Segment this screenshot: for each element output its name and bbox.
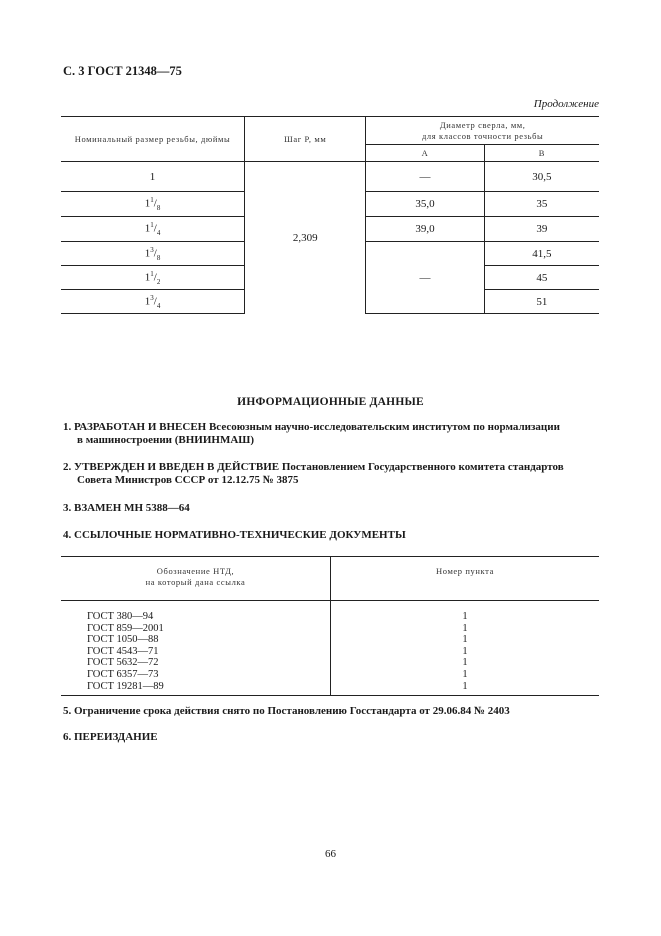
info-item-3: 3. ВЗАМЕН МН 5388—64 (63, 502, 190, 514)
section-title: ИНФОРМАЦИОННЫЕ ДАННЫЕ (237, 396, 424, 408)
list-item: ГОСТ 4543—71 (87, 645, 159, 657)
list-item: ГОСТ 6357—73 (87, 668, 159, 680)
page-number: 66 (325, 848, 336, 860)
info-item-1-line1: 1. РАЗРАБОТАН И ВНЕСЕН Всесоюзным научно-исследовательским институтом по нормализации (63, 421, 560, 433)
list-item: 1 (462, 622, 468, 634)
diameter-a: — (366, 162, 484, 192)
nominal-size: $1^1/_8$ (61, 192, 245, 217)
col-doc-designation-line1: Обозначение НТД, (156, 566, 235, 576)
nominal-size: 1 (61, 162, 245, 192)
diameter-a-merged: — (366, 242, 484, 314)
nominal-size: $1^3/_4$ (61, 290, 245, 314)
col-diameter-line2: для классов точности резьбы (422, 130, 544, 141)
info-item-2-line1: 2. УТВЕРЖДЕН И ВВЕДЕН В ДЕЙСТВИЕ Постановлением Государственного комитета стандартов (63, 461, 564, 473)
diameter-b: 45 (484, 266, 599, 290)
list-item: 1 (462, 645, 468, 657)
col-diameter (366, 117, 599, 145)
col-class-b: В (484, 145, 599, 162)
list-item: 1 (462, 680, 468, 692)
list-item: 1 (462, 611, 468, 622)
table-row (61, 162, 599, 192)
nominal-size: $1^1/_4$ (61, 217, 245, 242)
col-nominal-size: Номинальный размер резьбы, дюймы (61, 117, 245, 162)
list-item: ГОСТ 380—94 (87, 611, 154, 622)
info-item-6: 6. ПЕРЕИЗДАНИЕ (63, 731, 158, 743)
list-item: ГОСТ 5632—72 (87, 657, 159, 669)
diameter-a: 39,0 (366, 217, 484, 242)
nominal-size: $1^3/_8$ (61, 242, 245, 266)
info-item-5: 5. Ограничение срока действия снято по Постановлению Госстандарта от 29.06.84 № 2403 (63, 705, 510, 717)
diameter-b: 30,5 (484, 162, 599, 192)
info-item-2 (63, 461, 600, 487)
col-pitch: Шаг P, мм (245, 117, 366, 162)
list-item: ГОСТ 1050—88 (87, 634, 159, 646)
col-doc-designation (61, 557, 331, 601)
diameter-b: 41,5 (484, 242, 599, 266)
list-item: 1 (462, 634, 468, 646)
document-reference: С. 3 ГОСТ 21348—75 (63, 64, 182, 78)
list-item: ГОСТ 859—2001 (87, 622, 164, 634)
diameter-b: 39 (484, 217, 599, 242)
info-item-2-line2: Совета Министров СССР от 12.12.75 № 3875 (77, 474, 299, 486)
pitch-value: 2,309 (245, 162, 366, 314)
reference-docs-table (61, 556, 599, 696)
col-class-a: А (366, 145, 484, 162)
info-item-1-line2: в машиностроении (ВНИИНМАШ) (77, 434, 255, 446)
col-point-number: Номер пункта (331, 557, 600, 601)
info-item-4: 4. ССЫЛОЧНЫЕ НОРМАТИВНО-ТЕХНИЧЕСКИЕ ДОКУМЕНТЫ (63, 529, 406, 541)
list-item: 1 (462, 657, 468, 669)
doc-list (61, 601, 331, 696)
list-item: 1 (462, 668, 468, 680)
col-doc-designation-line2: на который дана ссылка (145, 577, 246, 587)
drill-diameter-table (61, 116, 599, 314)
col-diameter-line1: Диаметр сверла, мм, (439, 119, 526, 130)
list-item: ГОСТ 19281—89 (87, 680, 164, 692)
info-item-1 (63, 421, 600, 447)
continuation-label: Продолжение (533, 98, 599, 110)
diameter-b: 51 (484, 290, 599, 314)
diameter-a: 35,0 (366, 192, 484, 217)
point-list (331, 601, 600, 696)
nominal-size: $1^1/_2$ (61, 266, 245, 290)
diameter-b: 35 (484, 192, 599, 217)
